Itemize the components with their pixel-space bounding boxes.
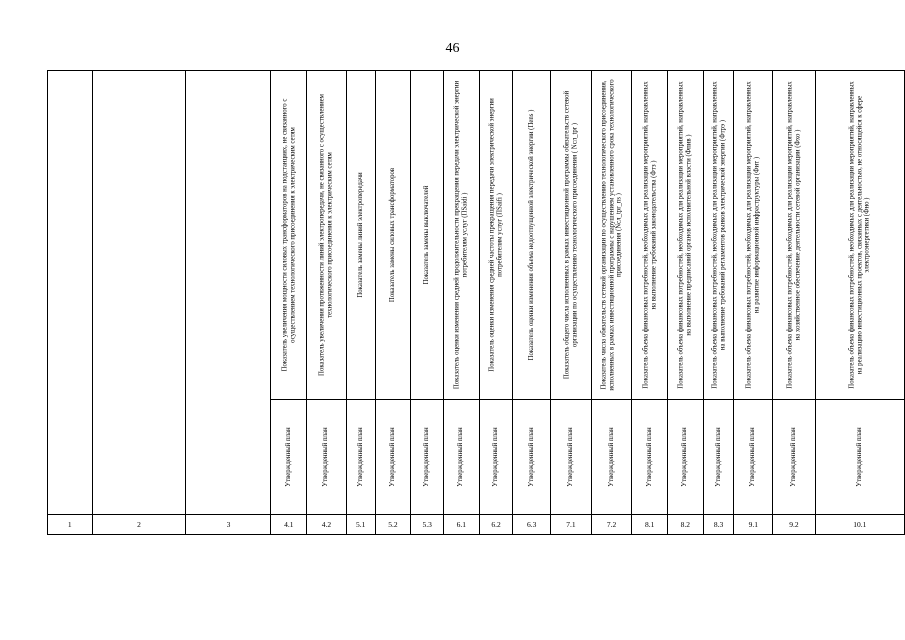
column-number-cell: 9.2 <box>773 515 816 535</box>
plan-status-cell: Утвержденный план <box>346 400 375 515</box>
column-number-cell: 6.1 <box>443 515 479 535</box>
indicator-header: Показатель объема финансовых потребностей, необходимых для реализации мероприятий, направленных на развитие информационной инфраструктуры (Фит ) <box>734 71 773 400</box>
indicator-header: Показатель объема финансовых потребностей, необходимых для реализации мероприятий, направленных на реализацию инвестиционных проектов, связанных с деятельностью, не относящейся к сфере электроэнергетики (Фно ) <box>815 71 904 400</box>
column-number-cell: 8.3 <box>703 515 734 535</box>
plan-status-cell: Утвержденный план <box>734 400 773 515</box>
plan-status-cell: Утвержденный план <box>513 400 551 515</box>
column-number-cell: 10.1 <box>815 515 904 535</box>
plan-status-cell: Утвержденный план <box>703 400 734 515</box>
column-number-cell: 8.1 <box>632 515 668 535</box>
plan-status-cell: Утвержденный план <box>479 400 513 515</box>
column-number-cell: 3 <box>186 515 271 535</box>
indicators-table-container <box>47 70 905 535</box>
indicator-header: Показатель оценки изменения средней продолжительности прекращения передачи электрической энергии потребителям услуг (ΠSaidi ) <box>443 71 479 400</box>
plan-status-cell: Утвержденный план <box>307 400 347 515</box>
column-number-cell: 6.3 <box>513 515 551 535</box>
indicator-header: Показатель объема финансовых потребностей, необходимых для реализации мероприятий, направленных на выполнение предписаний органов исполнительной власти (Фпив ) <box>668 71 704 400</box>
indicators-table <box>47 70 905 535</box>
plan-status-cell: Утвержденный план <box>411 400 444 515</box>
indicator-header: Показатель оценки изменения объема недоотпущенной электрической энергии (Пens ) <box>513 71 551 400</box>
indicator-header: Показатель увеличения протяженности линий электропередачи, не связанного с осуществлением технологического присоединения к электрическим сетям <box>307 71 347 400</box>
column-number-cell: 5.1 <box>346 515 375 535</box>
plan-status-cell: Утвержденный план <box>632 400 668 515</box>
column-number-cell: 2 <box>92 515 186 535</box>
plan-status-cell: Утвержденный план <box>668 400 704 515</box>
plan-status-cell: Утвержденный план <box>271 400 307 515</box>
plan-status-cell: Утвержденный план <box>443 400 479 515</box>
indicator-header: Показатель числа обязательств сетевой организации по осуществлению технологического присоединения, исполненных в рамках инвестиционной программы с нарушением установленного срока технологического присоединения (Nсл_tpr_ns ) <box>591 71 632 400</box>
plan-status-cell: Утвержденный план <box>773 400 816 515</box>
indicator-header: Показатель общего числа исполненных в рамках инвестиционной программы обязательств сетевой организации по осуществлению технологического присоединения ( Nсл_tpr ) <box>551 71 592 400</box>
indicator-header: Показатель замены выключателей <box>411 71 444 400</box>
indicator-header: Показатель увеличения мощности силовых трансформаторов на подстанциях, не связанного с осуществлением технологического присоединения к электрическим сетям <box>271 71 307 400</box>
indicator-header: Показатель оценки изменения средней частоты прекращения передачи электрической энергии потребителям услуг (ΠSaifi ) <box>479 71 513 400</box>
header-cell-1 <box>48 71 93 515</box>
indicator-header: Показатель замены линий электропередачи <box>346 71 375 400</box>
column-number-cell: 9.1 <box>734 515 773 535</box>
column-number-cell: 6.2 <box>479 515 513 535</box>
plan-status-cell: Утвержденный план <box>551 400 592 515</box>
header-cell-3 <box>186 71 271 515</box>
indicator-header: Показатель объема финансовых потребностей, необходимых для реализации мероприятий, направленных на выполнение требований законодательства (Фтз ) <box>632 71 668 400</box>
page-number: 46 <box>445 41 460 56</box>
indicator-header: Показатель объема финансовых потребностей, необходимых для реализации мероприятий, направленных на выполнение требований регламентов рынков электрической энергии (Фтрэ ) <box>703 71 734 400</box>
column-number-cell: 4.2 <box>307 515 347 535</box>
header-row <box>48 71 905 400</box>
indicator-header: Показатель объема финансовых потребностей, необходимых для реализации мероприятий, направленных на хозяйственное обеспечение деятельности сетевой организации (Фхо ) <box>773 71 816 400</box>
header-cell-2 <box>92 71 186 515</box>
column-number-cell: 5.3 <box>411 515 444 535</box>
plan-status-cell: Утвержденный план <box>815 400 904 515</box>
column-number-cell: 1 <box>48 515 93 535</box>
column-number-row <box>48 515 905 535</box>
column-number-cell: 7.2 <box>591 515 632 535</box>
column-number-cell: 5.2 <box>375 515 411 535</box>
column-number-cell: 8.2 <box>668 515 704 535</box>
plan-status-cell: Утвержденный план <box>591 400 632 515</box>
column-number-cell: 4.1 <box>271 515 307 535</box>
plan-status-cell: Утвержденный план <box>375 400 411 515</box>
indicator-header: Показатель замены силовых трансформаторов <box>375 71 411 400</box>
column-number-cell: 7.1 <box>551 515 592 535</box>
